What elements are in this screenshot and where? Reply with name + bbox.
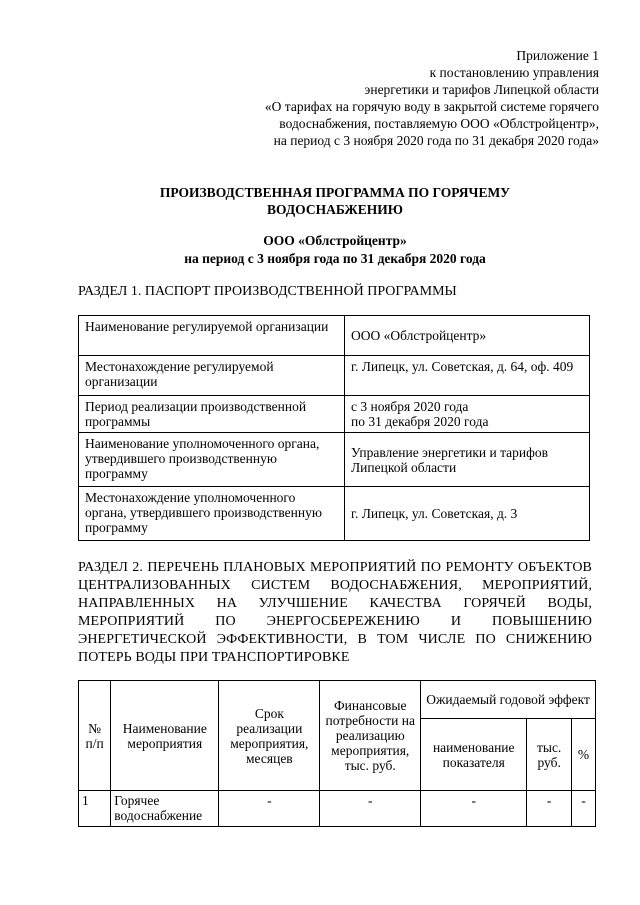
passport-value-line: по 31 декабря 2020 года [351,414,489,429]
document-title-line: ПРОИЗВОДСТВЕННАЯ ПРОГРАММА ПО ГОРЯЧЕМУ [159,185,511,200]
passport-key: Местонахождение уполномоченного органа, утвердившего производственную программу [79,487,345,541]
cell-finance: - [320,791,421,827]
table-row [79,356,590,396]
organization-block [80,232,590,268]
passport-value: ООО «Облстройцентр» [345,316,590,356]
cell-name: Горячее водоснабжение [111,791,219,827]
passport-key: Наименование регулируемой организации [79,316,345,356]
passport-table [78,315,590,541]
cell-thousand-rub: - [527,791,572,827]
table-row [79,433,590,487]
appendix-line: водоснабжения, поставляемую ООО «Облстройцентр», [279,116,599,131]
passport-key: Период реализации производственной программы [79,396,345,433]
appendix-line: энергетики и тарифов Липецкой области [364,82,599,97]
header-percent: % [572,719,596,791]
table-row [79,487,590,541]
passport-value: г. Липецк, ул. Советская, д. 3 [345,487,590,541]
appendix-line: Приложение 1 [516,48,599,63]
organization-period: на период с 3 ноября года по 31 декабря 2020 года [184,251,486,266]
cell-num: 1 [79,791,111,827]
header-indicator: наименование показателя [421,719,527,791]
header-effect: Ожидаемый годовой эффект [421,681,596,719]
table-row [79,396,590,433]
section2-title: РАЗДЕЛ 2. ПЕРЕЧЕНЬ ПЛАНОВЫХ МЕРОПРИЯТИЙ ПО РЕМОНТУ ОБЪЕКТОВ ЦЕНТРАЛИЗОВАННЫХ СИСТЕМ ВОДОСНАБЖЕНИЯ, МЕРОПРИЯТИЙ, НАПРАВЛЕННЫХ НА УЛУЧШЕНИЕ КАЧЕСТВА ГОРЯЧЕЙ ВОДЫ, МЕРОПРИЯТИЙ ПО ЭНЕРГОСБЕРЕЖЕНИЮ И ПОВЫШЕНИЮ ЭНЕРГЕТИЧЕСКОЙ ЭФФЕКТИВНОСТИ, В ТОМ ЧИСЛЕ ПО СНИЖЕНИЮ ПОТЕРЬ ВОДЫ ПРИ ТРАНСПОРТИРОВКЕ [78,560,592,665]
passport-value: г. Липецк, ул. Советская, д. 64, оф. 409 [345,356,590,396]
header-name: Наименование мероприятия [111,681,219,791]
cell-percent: - [572,791,596,827]
passport-key: Наименование уполномоченного органа, утвердившего производственную программу [79,433,345,487]
header-term: Срок реализации мероприятия, месяцев [219,681,320,791]
appendix-header [119,47,599,149]
cell-term: - [219,791,320,827]
passport-key: Местонахождение регулируемой организации [79,356,345,396]
header-num: № п/п [79,681,111,791]
appendix-line: «О тарифах на горячую воду в закрытой системе горячего [264,99,599,114]
appendix-line: к постановлению управления [429,65,599,80]
table-row [79,316,590,356]
table-row [79,791,596,827]
appendix-line: на период с 3 ноября 2020 года по 31 декабря 2020 года» [273,133,599,148]
section1-title: РАЗДЕЛ 1. ПАСПОРТ ПРОИЗВОДСТВЕННОЙ ПРОГРАММЫ [78,284,457,299]
cell-indicator: - [421,791,527,827]
header-thousand-rub: тыс. руб. [527,719,572,791]
passport-value [345,396,590,433]
passport-value-line: с 3 ноября 2020 года [351,399,469,414]
table-header-row [79,681,596,719]
header-finance: Финансовые потребности на реализацию мероприятия, тыс. руб. [320,681,421,791]
document-title-line: ВОДОСНАБЖЕНИЮ [267,202,403,217]
document-title [80,184,590,218]
measures-table [78,680,596,827]
organization-name: ООО «Облстройцентр» [263,233,407,248]
passport-value: Управление энергетики и тарифов Липецкой области [345,433,590,487]
